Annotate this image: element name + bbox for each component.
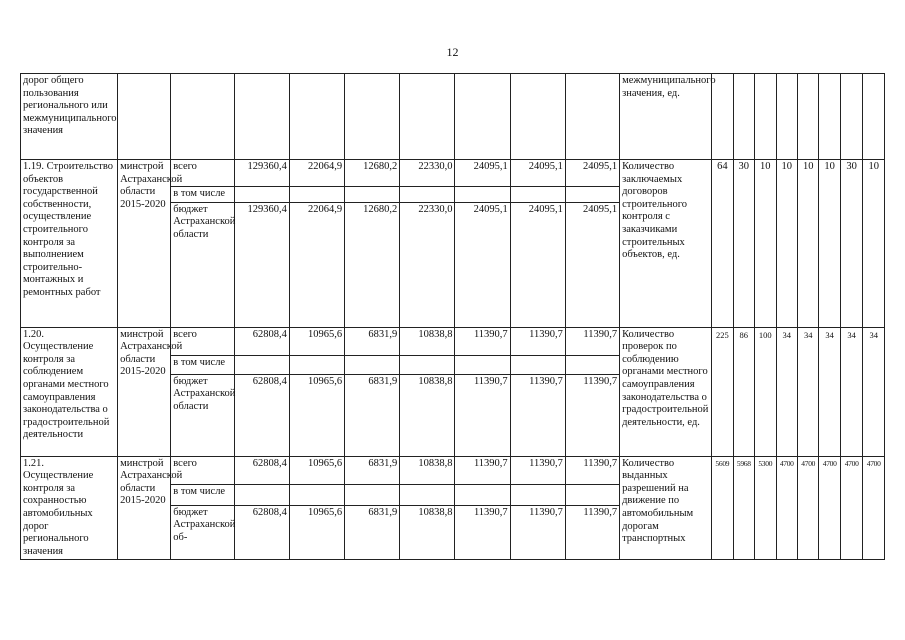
table-row: 1.20. Осуществление контроля за соблюдением органами местного самоуправления законодательства о градостроительной деятельности минстрой Астраханской области 2015-2020 всего 62808,4 10965,6 6831,9 10838,8 11390,7 11390,7 11390,7 Количество проверок по соблюдению органами местного самоуправления законодательства о градостроительной деятельности, ед. 225 86 100 34 34 34 34 34	[21, 327, 885, 355]
activity-name-cell: 1.20. Осуществление контроля за соблюдением органами местного самоуправления законодательства о градостроительной деятельности	[21, 327, 118, 456]
table-row: бюджет Астраханской об- 62808,4 10965,6 6831,9 10838,8 11390,7 11390,7 11390,7	[21, 505, 885, 560]
table-row: бюджет Астраханской области 129360,4 22064,9 12680,2 22330,0 24095,1 24095,1 24095,1	[21, 202, 885, 327]
source-incl-cell: в том числе	[171, 355, 234, 374]
indicator-cell: Количество выданных разрешений на движение по автомобильным дорогам транспортных	[620, 456, 712, 560]
source-incl-cell: в том числе	[171, 485, 234, 505]
activity-name-cell: дорог общего пользования регионального или межмуниципального значения	[21, 74, 118, 160]
indicator-cell: межмуниципального значения, ед.	[620, 74, 712, 160]
executor-cell: минстрой Астраханской области 2015-2020	[118, 456, 171, 560]
executor-cell: минстрой Астраханской области 2015-2020	[118, 160, 171, 328]
activity-name-cell: 1.21. Осуществление контроля за сохранностью автомобильных дорог регионального значения	[21, 456, 118, 560]
table-row: 1.21. Осуществление контроля за сохранностью автомобильных дорог регионального значения минстрой Астраханской области 2015-2020 всего 62808,4 10965,6 6831,9 10838,8 11390,7 11390,7 11390,7 Количество выданных разрешений на движение по автомобильным дорогам транспортных 5609 5968 5300 4700 4700 4700 4700 4700	[21, 456, 885, 485]
source-budget-cell: бюджет Астраханской области	[171, 202, 234, 327]
activity-name-cell: 1.19. Строительство объектов государственной собственности, осуществление строительного контроля за выполнением строительно-монтажных и ремонтных работ	[21, 160, 118, 328]
program-activities-table	[20, 73, 885, 560]
source-budget-cell: бюджет Астраханской области	[171, 374, 234, 456]
table-row-continuation	[21, 74, 885, 160]
page-number: 12	[446, 45, 459, 59]
indicator-cell: Количество заключаемых договоров строительного контроля с заказчиками строительных объектов, ед.	[620, 160, 712, 328]
table-row: бюджет Астраханской области 62808,4 10965,6 6831,9 10838,8 11390,7 11390,7 11390,7	[21, 374, 885, 456]
source-budget-cell: бюджет Астраханской об-	[171, 505, 234, 560]
indicator-cell: Количество проверок по соблюдению органами местного самоуправления законодательства о градостроительной деятельности, ед.	[620, 327, 712, 456]
source-incl-cell: в том числе	[171, 187, 234, 203]
source-total-cell: всего	[171, 160, 234, 187]
source-total-cell: всего	[171, 327, 234, 355]
table-row: 1.19. Строительство объектов государственной собственности, осуществление строительного контроля за выполнением строительно-монтажных и ремонтных работ минстрой Астраханской области 2015-2020 всего 129360,4 22064,9 12680,2 22330,0 24095,1 24095,1 24095,1 Количество заключаемых договоров строительного контроля с заказчиками строительных объектов, ед. 64 30 10 10 10 10 30 10	[21, 160, 885, 187]
source-total-cell: всего	[171, 456, 234, 485]
executor-cell: минстрой Астраханской области 2015-2020	[118, 327, 171, 456]
